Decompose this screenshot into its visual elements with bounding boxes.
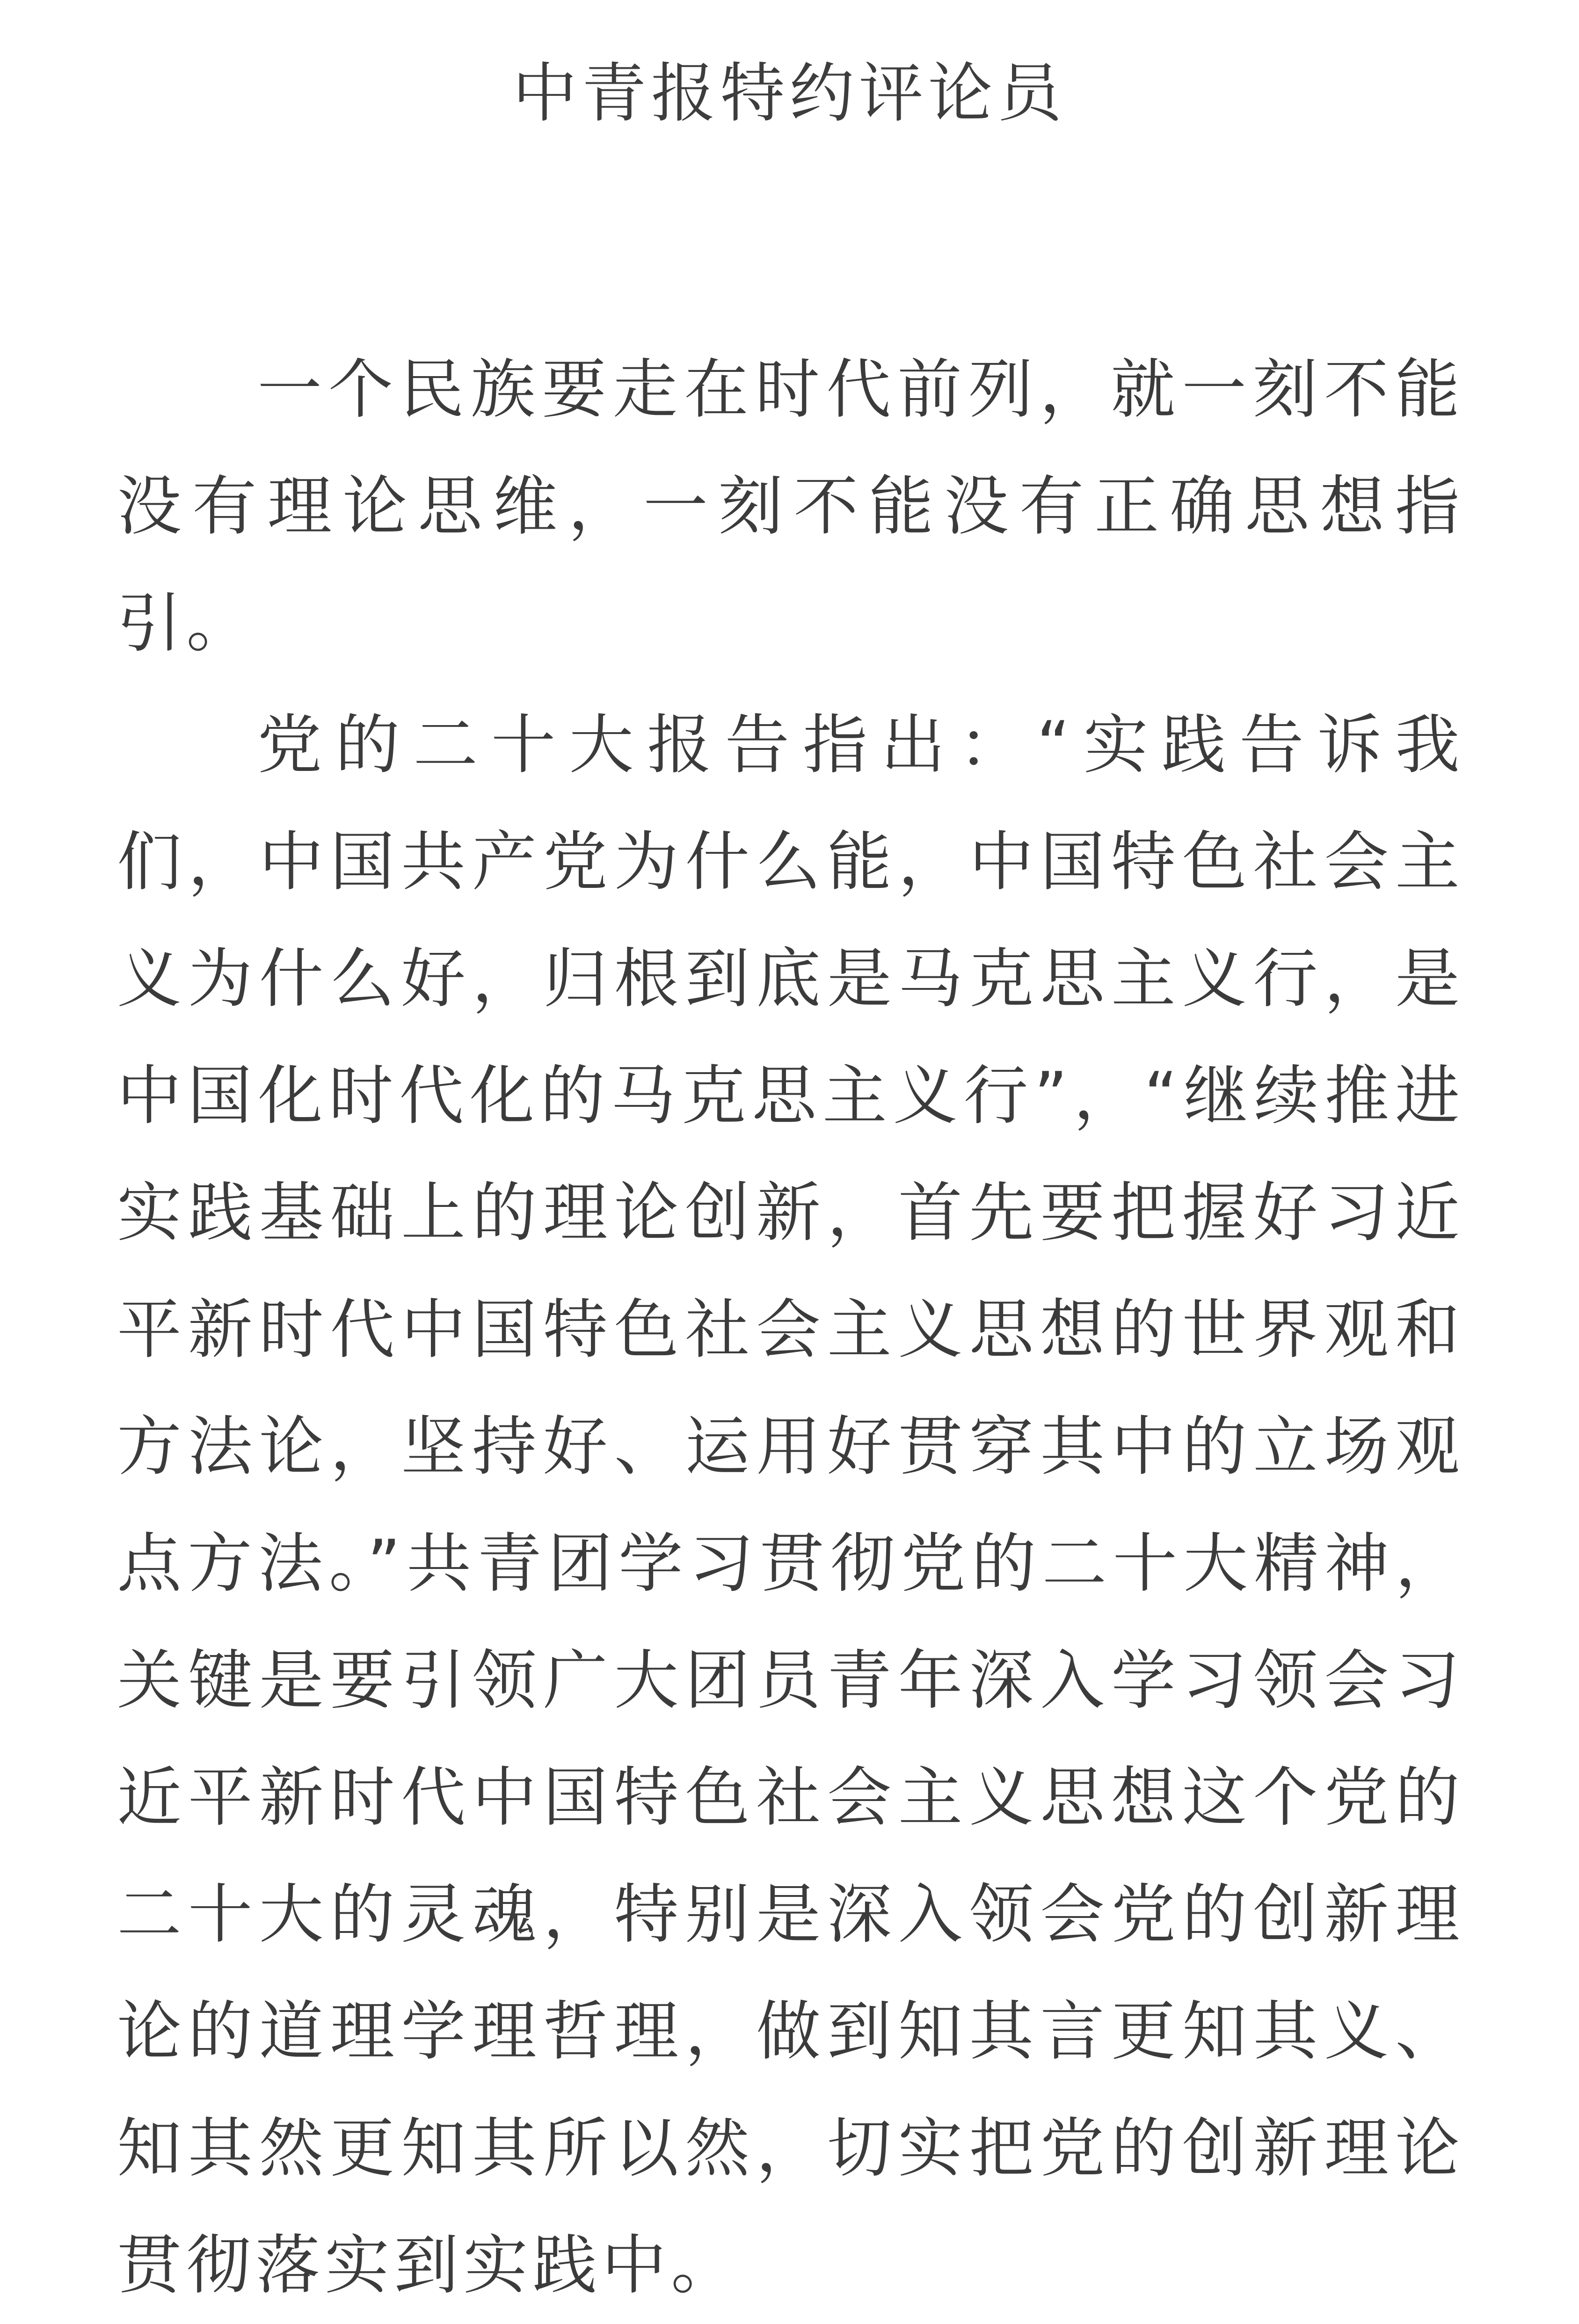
article-paragraph-1: 一个民族要走在时代前列，就一刻不能没有理论思维，一刻不能没有正确思想指引。 — [117, 352, 1464, 661]
article-paragraph-2: 党的二十大报告指出：“实践告诉我们，中国共产党为什么能，中国特色社会主义为什么好，归根到底是马克思主义行，是中国化时代化的马克思主义行”，“继续推进实践基础上的理论创新，首先要把握好习近平新时代中国特色社会主义思想的世界观和方法论，坚持好、运用好贯穿其中的立场观点方法。”共青团学习贯彻党的二十大精神，关键是要引领广大团员青年深入学习领会习近平新时代中国特色社会主义思想这个党的二十大的灵魂，特别是深入领会党的创新理论的道理学理哲理，做到知其言更知其义、知其然更知其所以然，切实把党的创新理论贯彻落实到实践中。 — [117, 707, 1464, 2303]
author-byline: 中青报特约评论员 — [512, 56, 1067, 131]
